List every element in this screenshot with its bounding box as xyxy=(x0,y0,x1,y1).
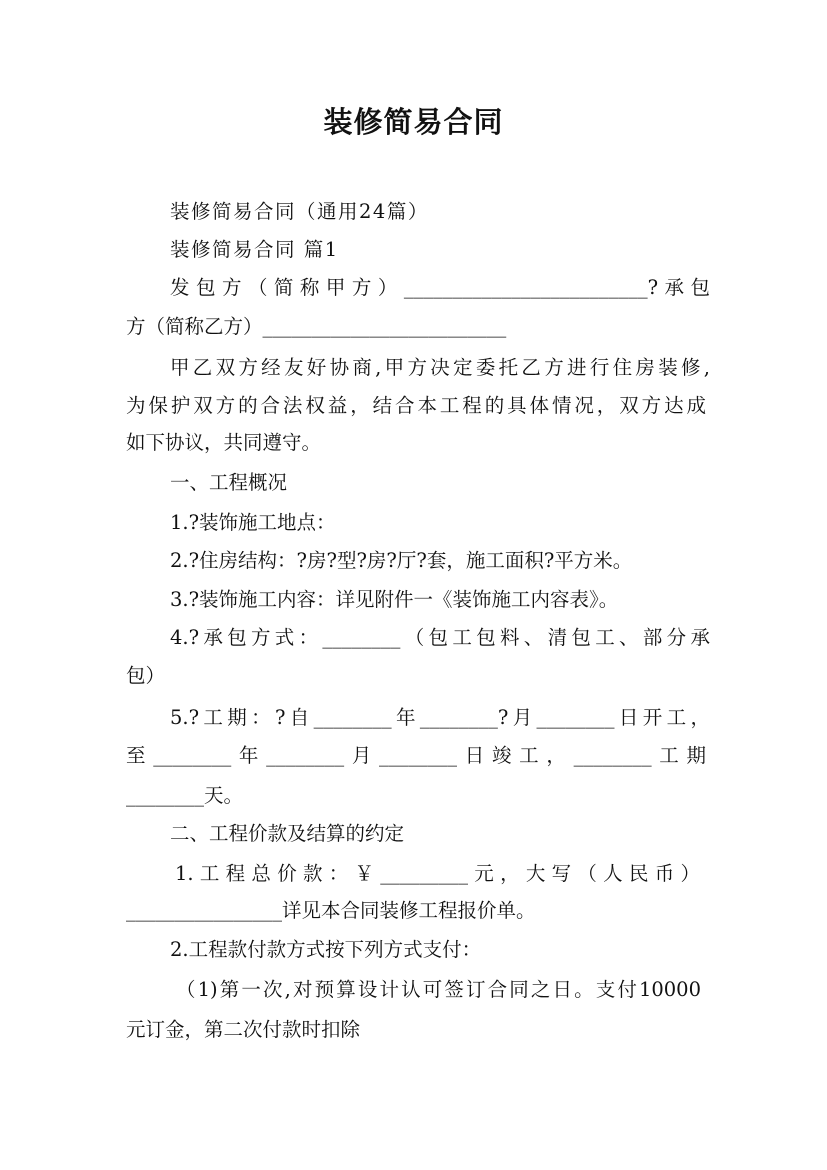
chapter-heading: 装修简易合同 篇1 xyxy=(170,238,339,261)
section-2-item-1-line-2: ________________详见本合同装修工程报价单。 xyxy=(126,899,536,922)
section-1-item-2: 2.?住房结构：?房?型?房?厅?套，施工面积?平方米。 xyxy=(170,549,633,572)
party-line-1: 发包方（简称甲方）_________________________?承包 xyxy=(170,276,710,299)
section-2-item-2-sub-1-line-2: 元订金，第二次付款时扣除 xyxy=(126,1018,361,1041)
intro-line-1: 甲乙双方经友好协商,甲方决定委托乙方进行住房装修, xyxy=(170,356,710,379)
intro-line-2: 为保护双方的合法权益，结合本工程的具体情况，双方达成 xyxy=(126,394,706,417)
section-1-item-4-line-1: 4.?承包方式：________（包工包料、清包工、部分承 xyxy=(170,626,710,649)
section-1-item-5-line-3: ________天。 xyxy=(126,784,244,807)
section-1-item-1: 1.?装饰施工地点： xyxy=(170,511,336,534)
party-line-2: 方（简称乙方）_________________________ xyxy=(126,315,507,338)
section-1-item-5-line-1: 5.?工期：?自________年________?月________日开工， xyxy=(170,706,710,729)
section-1-item-4-line-2: 包） xyxy=(126,664,166,687)
section-2-heading: 二、工程价款及结算的约定 xyxy=(170,822,405,845)
section-2-item-1-line-1: 1.工程总价款：￥_________元，大写（人民币） xyxy=(175,862,700,885)
intro-line-3: 如下协议，共同遵守。 xyxy=(126,431,322,454)
page-title: 装修简易合同 xyxy=(323,105,504,139)
section-2-item-2: 2.工程款付款方式按下列方式支付： xyxy=(170,938,482,961)
section-1-heading: 一、工程概况 xyxy=(170,471,288,494)
section-2-item-2-sub-1-line-1: （1)第一次,对预算设计认可签订合同之日。支付10000 xyxy=(176,978,701,1001)
section-1-item-3: 3.?装饰施工内容：详见附件一《装饰施工内容表》。 xyxy=(170,588,619,611)
document-subtitle: 装修简易合同（通用24篇） xyxy=(170,200,429,223)
section-1-item-5-line-2: 至________年________月________日竣工，________工期 xyxy=(126,744,706,767)
